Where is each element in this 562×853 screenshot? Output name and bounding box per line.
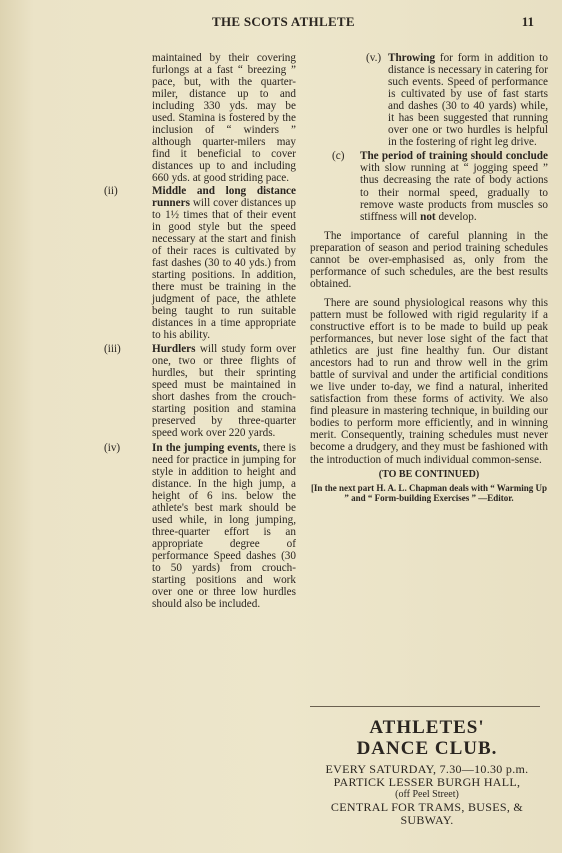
- list-item-heading: Middle and long distance runners: [152, 184, 296, 209]
- list-item-body: [388, 52, 548, 148]
- advert-transport: CENTRAL FOR TRAMS, BUSES, & SUBWAY.: [330, 800, 524, 827]
- continued-paragraph: maintained by their covering furlongs at a fast “ breezing ” pace, but, with the quarter-miler, distance up to and including 330 yds. may be used. Stamina is fostered by the inclusion of “ winders ” although quarter-milers may find it beneficial to cover distances up to and including 660 yds. at good striding pace.: [152, 52, 296, 185]
- list-item-iv: [104, 442, 296, 611]
- to-be-continued: (TO BE CONTINUED): [378, 468, 480, 480]
- list-item-body: [152, 343, 296, 439]
- advert-title-line1: ATHLETES': [369, 717, 485, 738]
- list-item-heading: In the jumping events,: [152, 441, 260, 454]
- advert-venue: PARTICK LESSER BURGH HALL,: [333, 775, 521, 789]
- list-marker: (iv): [104, 441, 121, 454]
- list-item-body: [360, 150, 548, 222]
- list-item-heading: Throwing: [388, 52, 436, 64]
- emphasis-text: not: [420, 210, 436, 223]
- advert-schedule: EVERY SATURDAY, 7.30—10.30 p.m.: [325, 762, 529, 776]
- list-item-heading: Hurdlers: [152, 343, 196, 356]
- list-item-text: will study form over one, two or three flights of hurdles, but their sprinting speed must be maintained in short dashes from the crouch-starting position and stamina preserved by three-quarter speed work over 220 yards.: [152, 343, 296, 440]
- advert-venue-note: (off Peel Street): [395, 789, 459, 800]
- page-number: 11: [521, 14, 534, 29]
- list-item-c: [300, 150, 548, 222]
- dance-club-advert: [304, 718, 550, 827]
- running-title: THE SCOTS ATHLETE: [212, 14, 355, 29]
- list-item-text: there is need for practice in jumping for style in addition to height and distance. In the high jump, a height of 6 ins. below the athlete's best mark should be used while, in long jumping, three-quarter effort is an appropriate degree of performance Speed dashes (30 to 50 yards) from crouch-starting positions and work over one or three low hurdles should also be included.: [152, 441, 296, 611]
- list-item-heading: The period of training should conclude: [360, 150, 548, 163]
- list-item-iii: [104, 343, 296, 439]
- divider-rule: [310, 706, 540, 707]
- list-item-v: [300, 52, 548, 148]
- list-item-ii: [104, 185, 296, 342]
- list-marker: (iii): [104, 343, 121, 356]
- list-marker: (v.): [366, 52, 382, 64]
- left-column: [104, 52, 296, 612]
- list-marker: (c): [332, 150, 345, 163]
- list-item-text: will cover distances up to 1½ times that of their event in good style but the speed necessary at the start and finish of their races is cultivated by fast dashes (30 to 40 yds.) from starting positions. In addition, there must be training in the judgment of pace, the athlete being taught to run suitable distances in a time appropriate to his ability.: [152, 196, 296, 342]
- page-header: [0, 14, 562, 38]
- list-marker: (ii): [104, 184, 118, 197]
- list-item-tail: develop.: [435, 210, 477, 223]
- advert-title-line2: DANCE CLUB.: [356, 738, 498, 759]
- paragraph-planning: The importance of careful planning in the preparation of season and period training schedules cannot be over-emphasised as, only from the performance of such schedules, are the best results obtained.: [310, 229, 548, 290]
- editor-footnote: [In the next part H. A. L. Chapman deals with “ Warming Up ” and “ Form-building Exercises ” —Editor.: [310, 482, 548, 503]
- list-item-text: for form in addition to distance is necessary in catering for such events. Speed of performance is cultivated by use of fast starts and dashes (30 to 40 yards) while, it has been suggested that running over one or two hurdles is helpful in the fostering of right leg drive.: [388, 52, 548, 149]
- list-item-body: [152, 442, 296, 611]
- right-column: [300, 52, 548, 503]
- list-item-text: with slow running at “ jogging speed ” thus decreasing the rate of body actions to their normal speed, gradually to remove waste products from muscles so stiffness will: [360, 162, 548, 223]
- list-item-body: [152, 185, 296, 342]
- paragraph-physiology: There are sound physiological reasons why this pattern must be followed with rigid regularity if a constructive effort is to be made to build up peak performances, but never lose sight of the fact that athletics are just fine healthy fun. Our distant ancestors had to run and throw well in the grim battle of survival and under the artificial conditions we live under to-day, we find a natural, inherited satisfaction from these forms of activity. We also find pleasure in mastering technique, in building our bodies to perform more efficiently, and in winning merit. Consequently, training schedules must never become a drudgery, and they must be fashioned with the introduction of much individual common-sense.: [310, 296, 548, 466]
